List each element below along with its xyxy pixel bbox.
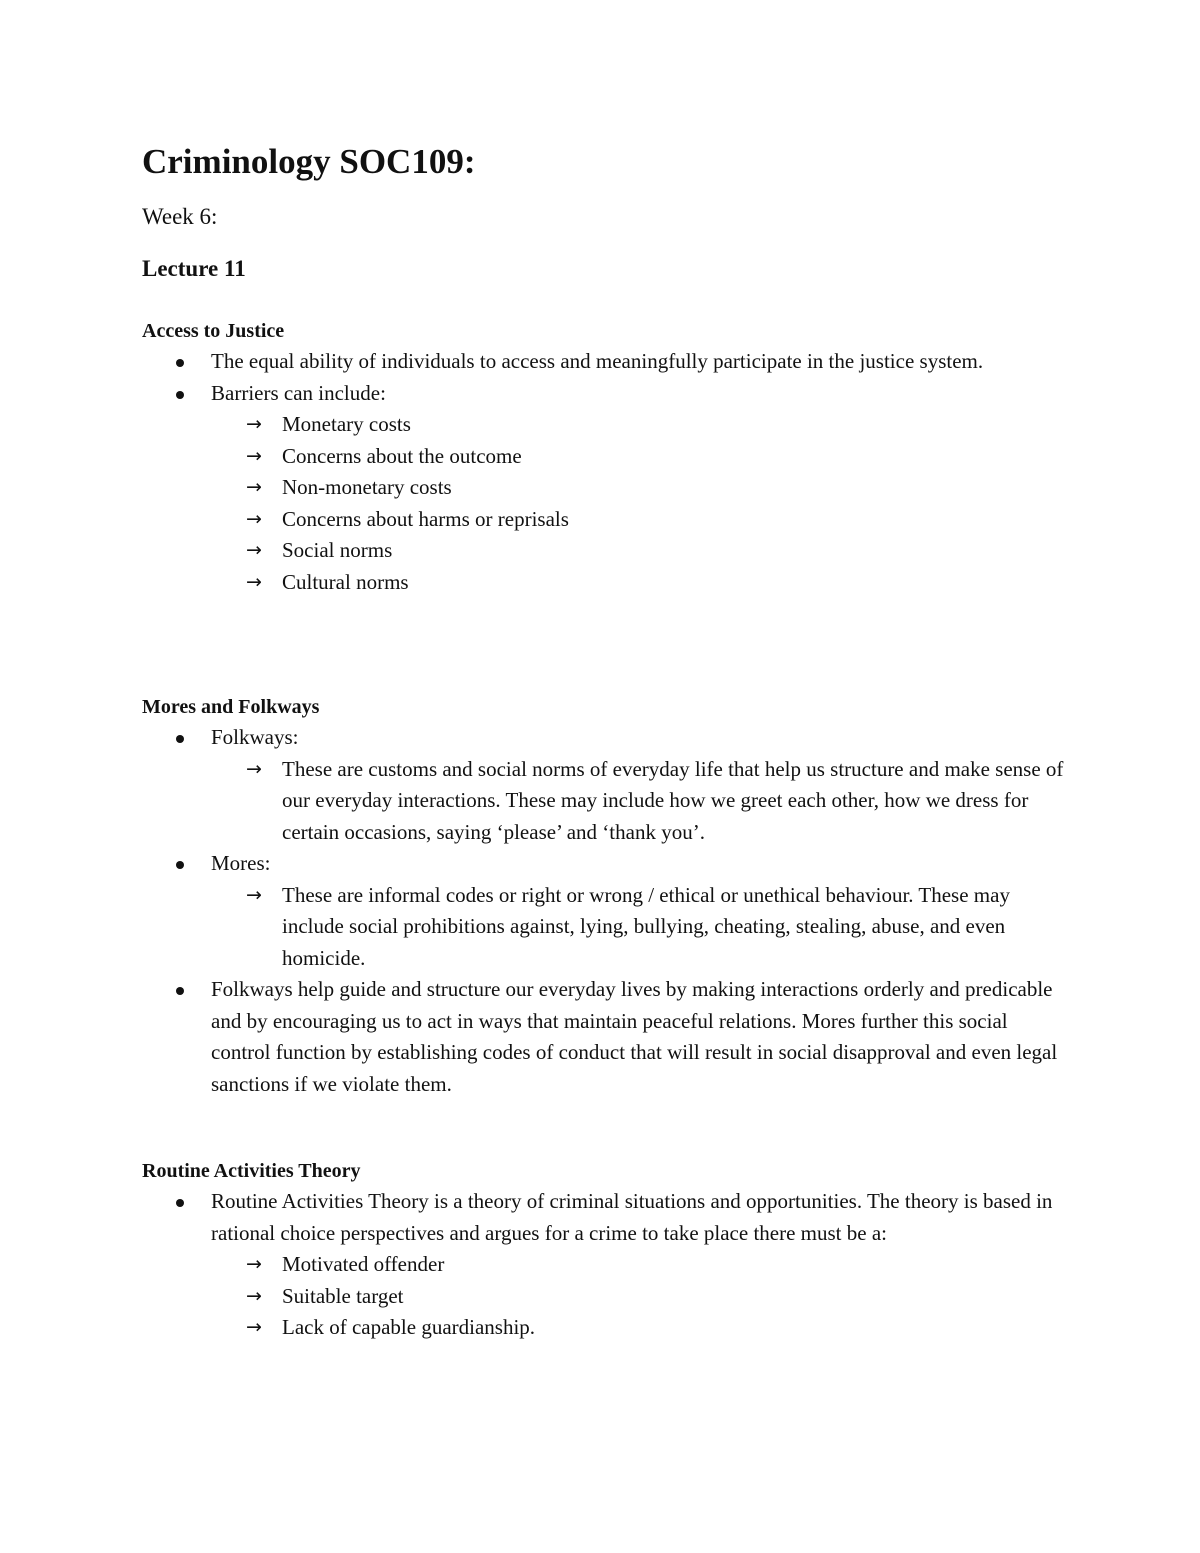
list-item-text: The equal ability of individuals to access and meaningfully participate in the justice system.	[211, 349, 984, 373]
arrow-right-icon: →	[246, 570, 262, 593]
arrow-right-icon: →	[246, 757, 262, 780]
list-item-text: Folkways:	[211, 725, 299, 749]
arrow-list-item-text: Motivated offender	[282, 1252, 445, 1276]
arrow-list-item-text: Non-monetary costs	[282, 475, 452, 499]
bullet-list	[142, 722, 1072, 1100]
bullet-dot-icon	[176, 987, 184, 995]
section-mores-and-folkways	[142, 692, 1072, 1100]
arrow-list-item-text: Lack of capable guardianship.	[282, 1315, 536, 1339]
arrow-list-item	[142, 1249, 1072, 1281]
list-item	[142, 1186, 1072, 1344]
document-page	[142, 140, 1072, 1339]
list-item	[142, 346, 1072, 378]
arrow-right-icon: →	[246, 1284, 262, 1307]
arrow-right-icon: →	[246, 413, 262, 435]
arrow-list-item-text: Concerns about harms or reprisals	[282, 506, 569, 531]
arrow-list-item	[142, 1281, 1072, 1313]
bullet-list	[142, 1186, 1072, 1344]
arrow-list-item-text: These are customs and social norms of everyday life that help us structure and make sense of our everyday interactions. These may include how we greet each other, how we dress for certain occasions, saying ‘please’ and ‘thank you’.	[282, 756, 1064, 844]
arrow-right-icon: →	[246, 476, 262, 498]
arrow-list-item	[142, 504, 1072, 536]
section-access-to-justice	[142, 316, 1072, 598]
arrow-list-item	[142, 472, 1072, 504]
list-item	[142, 848, 1072, 974]
arrow-list-item	[142, 441, 1072, 473]
arrow-list	[211, 754, 1072, 849]
arrow-list-item	[142, 567, 1072, 599]
document-title: Criminology SOC109:	[142, 142, 476, 181]
arrow-list	[211, 409, 1072, 598]
arrow-list-item-text: Suitable target	[282, 1283, 404, 1308]
arrow-list-item	[142, 409, 1072, 441]
bullet-dot-icon	[176, 359, 184, 367]
list-item-text: Mores:	[211, 851, 271, 875]
arrow-right-icon: →	[246, 444, 262, 467]
arrow-list-item-text: Monetary costs	[282, 412, 411, 436]
list-item-text: Barriers can include:	[211, 380, 386, 405]
section-heading: Routine Activities Theory	[142, 1160, 361, 1182]
list-item-text: Routine Activities Theory is a theory of criminal situations and opportunities. The theory is based in rational choice perspectives and argues for a crime to take place there must be a:	[211, 1189, 1053, 1245]
arrow-list	[211, 1249, 1072, 1344]
list-item-text: Folkways help guide and structure our everyday lives by making interactions orderly and predicable and by encouraging us to act in ways that maintain peaceful relations. Mores further this social control function by establishing codes of conduct that will result in social disapproval and even legal sanctions if we violate them.	[211, 977, 1058, 1096]
bullet-dot-icon	[176, 735, 184, 743]
arrow-list-item	[142, 1312, 1072, 1344]
section-heading: Mores and Folkways	[142, 696, 320, 718]
arrow-list-item-text: Social norms	[282, 538, 393, 562]
arrow-list-item	[142, 880, 1072, 975]
bullet-dot-icon	[176, 391, 184, 399]
list-item	[142, 378, 1072, 599]
arrow-list-item-text: These are informal codes or right or wrong / ethical or unethical behaviour. These may include social prohibitions against, lying, bullying, cheating, stealing, abuse, and even homicide.	[282, 882, 1010, 970]
bullet-list	[142, 346, 1072, 598]
lecture-label: Lecture 11	[142, 256, 246, 281]
section-routine-activities-theory	[142, 1156, 1072, 1344]
arrow-list-item	[142, 754, 1072, 849]
arrow-list	[211, 880, 1072, 975]
arrow-right-icon: →	[246, 1253, 262, 1275]
week-label: Week 6:	[142, 204, 218, 229]
section-heading: Access to Justice	[142, 320, 285, 342]
arrow-right-icon: →	[246, 539, 262, 561]
list-item	[142, 974, 1072, 1100]
arrow-list-item	[142, 535, 1072, 567]
arrow-list-item-text: Concerns about the outcome	[282, 443, 522, 468]
arrow-right-icon: →	[246, 1316, 262, 1338]
list-item	[142, 722, 1072, 848]
arrow-right-icon: →	[246, 883, 262, 906]
arrow-right-icon: →	[246, 507, 262, 530]
bullet-dot-icon	[176, 861, 184, 869]
arrow-list-item-text: Cultural norms	[282, 569, 409, 594]
bullet-dot-icon	[176, 1199, 184, 1207]
